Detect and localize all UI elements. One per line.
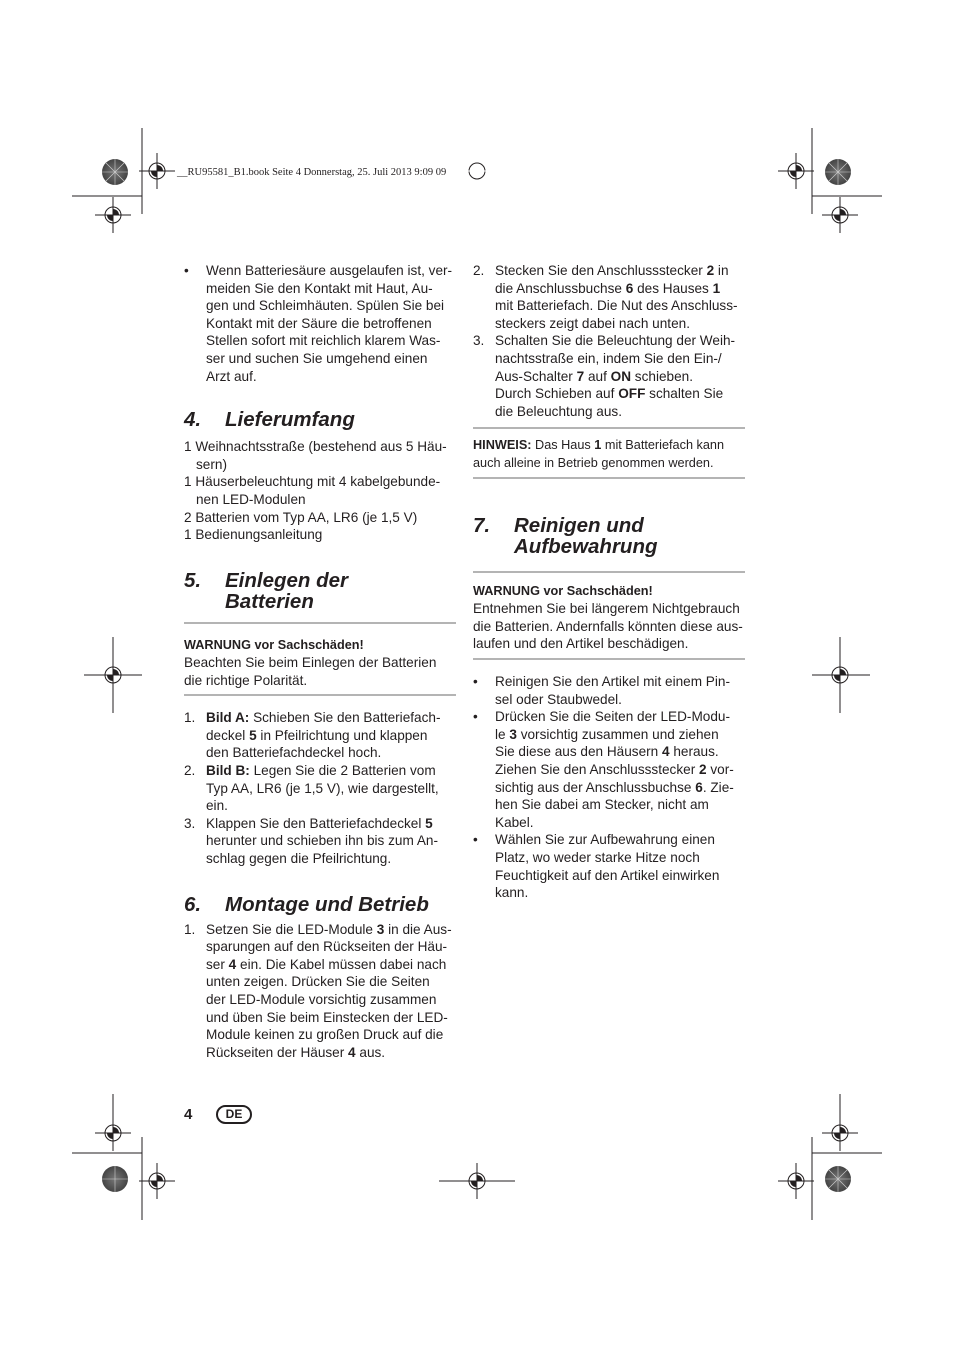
- bullet-marker: •: [184, 263, 189, 278]
- divider: [184, 622, 456, 624]
- warning-text: Entnehmen Sie bei längerem Nichtgebrauch die Batterien. Andernfalls könnten diese aus- laufen und den Artikel beschädigen.: [473, 601, 743, 652]
- list-item: 3. Schalten Sie die Beleuchtung der Weih- nachtsstraße ein, indem Sie den Ein-/ Aus-Schalter 7 auf ON schieben. Durch Schieben auf OFF schalten Sie die Beleuchtung aus.: [473, 333, 736, 419]
- left-column: [184, 262, 456, 1061]
- print-slug: __RU95581_B1.book Seite 4 Donnerstag, 25. Juli 2013 9:09 09: [177, 167, 447, 178]
- section-heading-montage: 6. Montage und Betrieb: [184, 892, 429, 916]
- section-heading-reinigen: 7. Reinigen und Aufbewahrung: [473, 513, 658, 558]
- battery-acid-bullet: [184, 262, 456, 385]
- list-item: 2. Bild B: Legen Sie die 2 Batterien vom Typ AA, LR6 (je 1,5 V), wie dargestellt, ein.: [184, 762, 439, 814]
- warning-box: [473, 583, 745, 653]
- divider: [473, 427, 745, 429]
- list-item: 2 Batterien vom Typ AA, LR6 (je 1,5 V): [184, 509, 418, 525]
- list-item: 1 Weihnachtsstraße (bestehend aus 5 Häu- sern): [184, 439, 447, 472]
- warning-title: WARNUNG vor Sachschäden!: [473, 583, 653, 598]
- list-item: • Reinigen Sie den Artikel mit einem Pin- sel oder Staubwedel.: [473, 674, 730, 707]
- bullet-text: Wenn Batteriesäure ausgelaufen ist, ver- meiden Sie den Kontakt mit Haut, Au- gen und Schleimhäuten. Spülen Sie bei Kontakt mit der Säure die betroffenen Stellen sofort mit reichlich klarem Was- ser und suchen Sie umgehend einen Arzt auf.: [206, 263, 453, 384]
- note-text: HINWEIS: Das Haus 1 mit Batteriefach kann auch alleine in Betrieb genommen werden.: [473, 438, 725, 470]
- divider: [473, 571, 745, 573]
- battery-steps: [184, 709, 456, 867]
- language-badge: DE: [216, 1105, 252, 1124]
- warning-title: WARNUNG vor Sachschäden!: [184, 637, 364, 652]
- warning-box: [184, 637, 456, 689]
- divider: [473, 658, 745, 660]
- list-item: • Wählen Sie zur Aufbewahrung einen Platz, wo weder starke Hitze noch Feuchtigkeit auf den Artikel einwirken kann.: [473, 832, 720, 901]
- list-item: 1 Häuserbeleuchtung mit 4 kabelgebunde- nen LED-Modulen: [184, 474, 441, 507]
- section-heading-batterien: 5. Einlegen der Batterien: [184, 568, 349, 613]
- divider: [473, 477, 745, 479]
- warning-text: Beachten Sie beim Einlegen der Batterien die richtige Polarität.: [184, 655, 437, 688]
- list-item: 3. Klappen Sie den Batteriefachdeckel 5 herunter und schieben ihn bis zum An- schlag gegen die Pfeilrichtung.: [184, 815, 438, 866]
- section-heading-lieferumfang: 4. Lieferumfang: [184, 408, 355, 432]
- care-bullets: [473, 673, 745, 902]
- page-number: 4: [184, 1106, 193, 1123]
- divider: [184, 694, 456, 696]
- list-item: 1 Bedienungsanleitung: [184, 527, 323, 543]
- delivery-list: [184, 438, 456, 544]
- list-item: • Drücken Sie die Seiten der LED-Modu- le 3 vorsichtig zusammen und ziehen Sie diese aus den Häusern 4 heraus. Ziehen Sie den Anschlussstecker 2 vor- sichtig aus der Anschlussbuchse 6. Zie- hen Sie dabei am Stecker, nicht am Kabel.: [473, 709, 734, 830]
- list-item: 2. Stecken Sie den Anschlussstecker 2 in die Anschlussbuchse 6 des Hauses 1 mit Batteriefach. Die Nut des Anschluss- steckers zeigt dabei nach unten.: [473, 263, 738, 331]
- right-column: [473, 262, 745, 902]
- list-item: 1. Bild A: Schieben Sie den Batteriefach- deckel 5 in Pfeilrichtung und klappen den Batteriefachdeckel hoch.: [184, 710, 441, 761]
- list-item: 1. Setzen Sie die LED-Module 3 in die Aus- sparungen auf den Rückseiten der Häu- ser 4 ein. Die Kabel müssen dabei nach unten zeigen. Drücken Sie die Seiten der LED-Module vorsichtig zusammen und üben Sie beim Einstecken der LED- Module keinen zu großen Druck auf die Rückseiten der Häuser 4 aus.: [184, 921, 452, 1060]
